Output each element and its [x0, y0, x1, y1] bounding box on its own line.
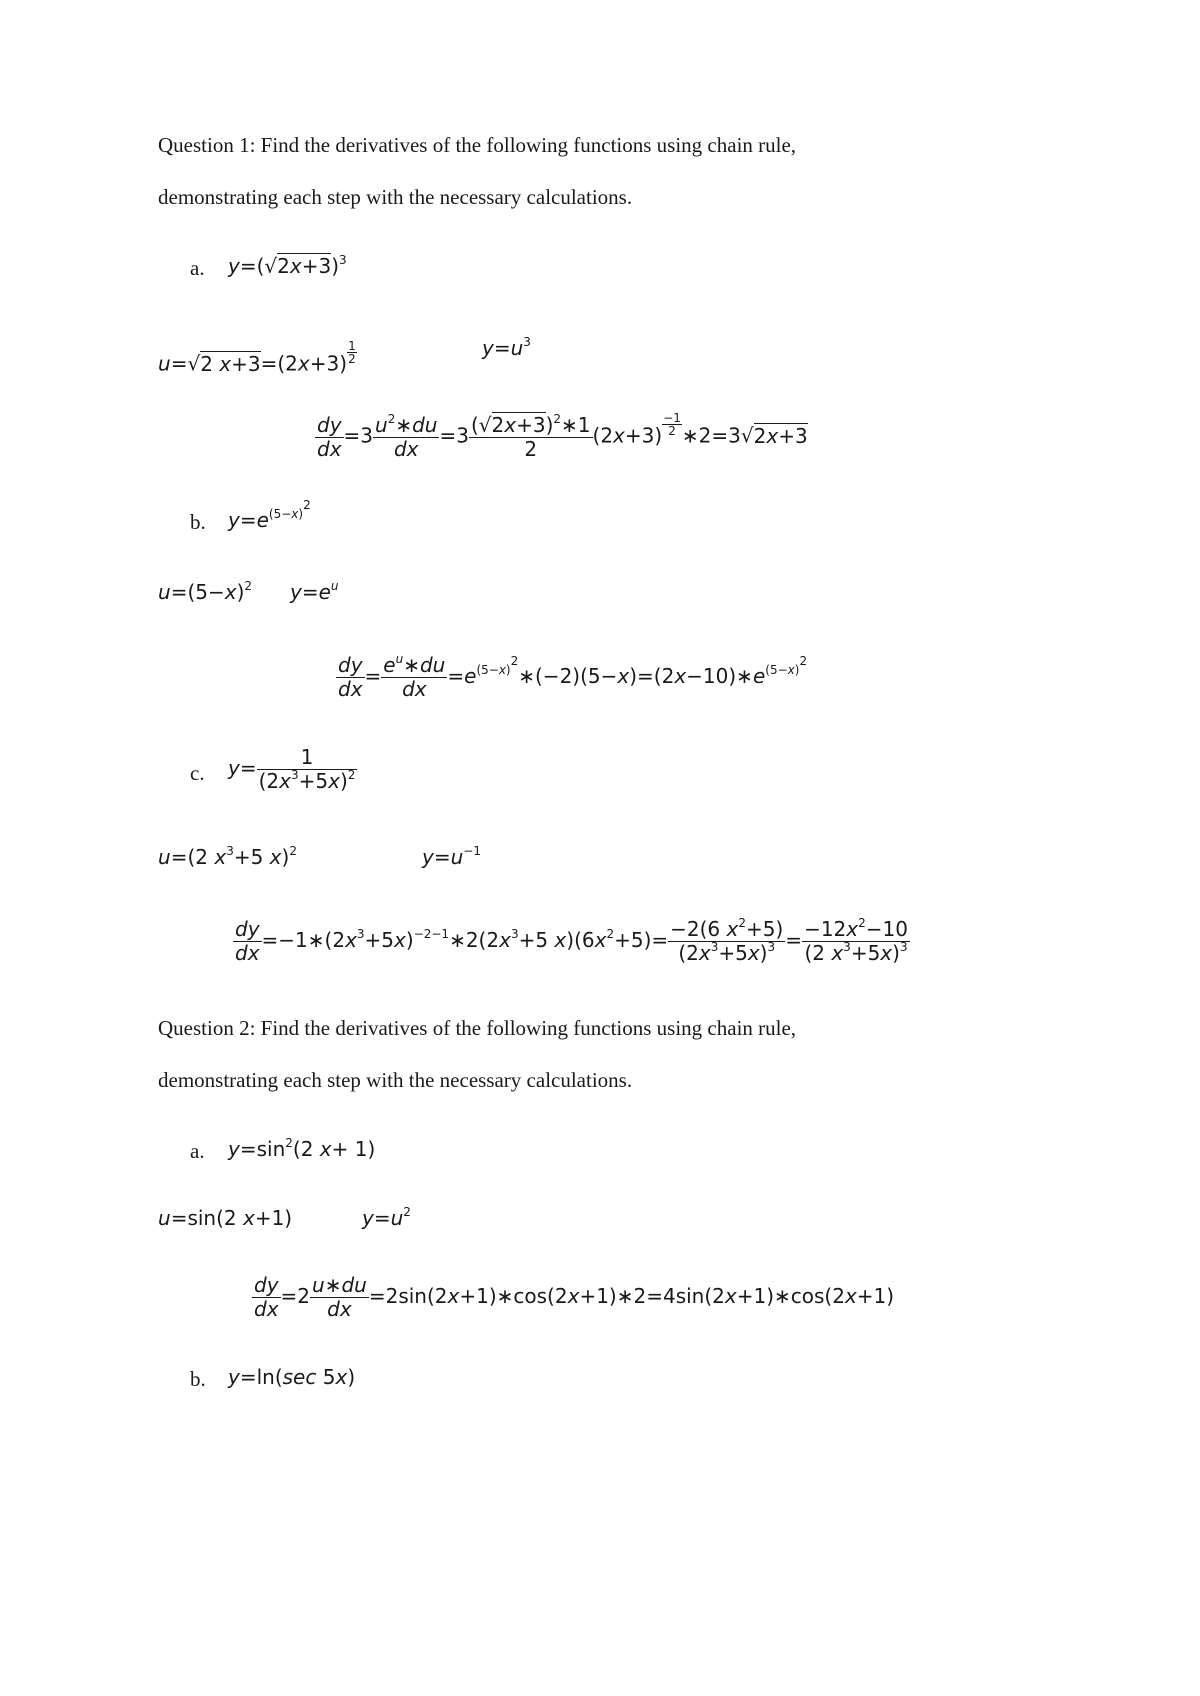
- q1-heading-line1: Question 1: Find the derivatives of the following functions using chain rule,: [158, 133, 797, 157]
- q2b-label: b.: [190, 1367, 206, 1391]
- q2a-derivative: $\frac{dy}{dx}$ =2 $\frac{u∗du}{dx}$ =2sin(2x+1)∗cos(2x+1)∗2=4sin(2x+1)∗cos(2x+1): [254, 1273, 895, 1321]
- q1b-label: b.: [190, 510, 206, 534]
- q1b-derivative: $\frac{dy}{dx}$ = $\frac{e^u∗du}{dx}$ $=e^{(5-x)^2}∗(-2)(5-x)=(2x-10)∗e^{(5-x)^2}$: [338, 652, 808, 701]
- q1b-function: $y=e^{(5-x)^2}$: [228, 498, 311, 532]
- q1a-label: a.: [190, 256, 205, 280]
- q2b-function: y=ln(sec 5x): [228, 1365, 356, 1389]
- q2a-substitution-y: $y=u^2$: [362, 1205, 411, 1230]
- q1a-substitution-y: $y=u^3$: [482, 335, 531, 360]
- q1b-substitution-y: $y=e^u$: [290, 579, 339, 604]
- q1b-substitution-u: $u=(5-x)^2$: [158, 579, 253, 604]
- q1c-substitution-y: $y=u^{-1}$: [422, 844, 481, 869]
- q1c-function: y= $\frac{1}{(2x^3+5x)^2}$: [228, 745, 356, 793]
- q2a-function: $y=\sin^2(2$ x+ 1): [228, 1136, 376, 1161]
- q1c-label: c.: [190, 761, 205, 785]
- q2-heading-line1: Question 2: Find the derivatives of the following functions using chain rule,: [158, 1016, 797, 1040]
- q1c-substitution-u: u=(2 $x^3+5$ x)$^2$: [158, 844, 297, 869]
- q2a-substitution-u: u=sin(2 x+1): [158, 1206, 293, 1230]
- q2-heading-line2: demonstrating each step with the necessary calculations.: [158, 1068, 633, 1092]
- q1a-derivative: $\frac{dy}{dx}$ =3 $\frac{u^2∗du}{dx}$ =3 $\frac{(√2x+3)^2∗1}{2}$ (2x+3) $\frac{-1}{2}$ ∗2=3√2x+3: [317, 411, 808, 461]
- q1c-derivative: $\frac{dy}{dx}$ $=-1∗(2x^3+5x)^{-2-1}∗2(2x^3+5$ $x)(6x^2+5)=$ $\frac{-2(6 x^2+5)}{(2x^3+5x)^3}$ = $\frac{-12x^2-10}{(2 x^3+5x)^3}$: [235, 916, 908, 965]
- q2a-label: a.: [190, 1139, 205, 1163]
- q1a-substitution-u: u=√2 x+3=(2x+3) $\frac{1}{2}$: [158, 339, 356, 376]
- q1a-function: $y=(√2x+3)^3$: [228, 253, 347, 278]
- q1-heading-line2: demonstrating each step with the necessary calculations.: [158, 185, 633, 209]
